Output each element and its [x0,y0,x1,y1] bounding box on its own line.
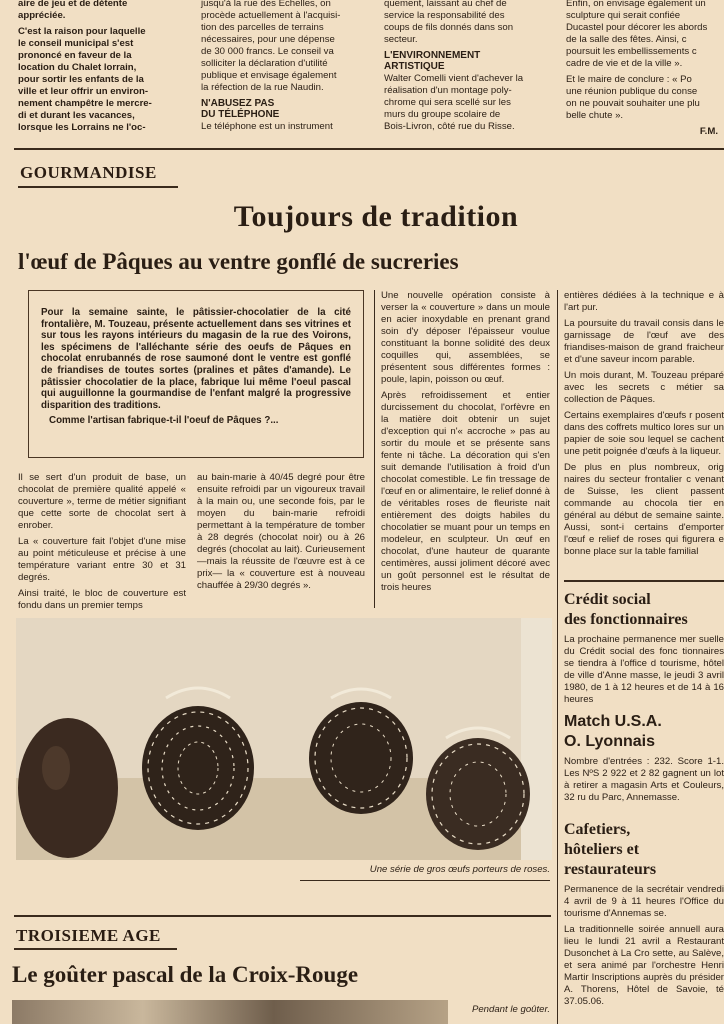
easter-eggs-illustration [16,618,552,860]
body-paragraph: Une nouvelle opération consiste à verser la « couverture » dans un moule en acier inoxydable en prenant grand soin d'y déposer l'épaisseur voulue constituant la bonne solidité des deux coquilles qui, assemblées, se présentent sous différentes formes : poule, lapin, poisson ou œuf. [381,290,550,385]
photo-caption: Une série de gros œufs porteurs de roses. [369,864,550,875]
body-paragraph: entières dédiées à la technique e à l'art pur. [564,290,724,313]
sidebar-brief-text: Nombre d'entrées : 232. Score 1-1. Les NºS 2 922 et 2 82 gagnent un lot à retirer a magasin Arts et Couleurs, 32 ru du Parc, Annemasse. [564,756,724,803]
column-divider [557,290,558,1024]
top-column-3 [384,0,554,137]
body-paragraph: au bain-marie à 40/45 degré pour être ensuite refroidi par un vigoureux travail à la main ou, une seconde fois, par le moyen du bain-marie refroidi permettant à la température de tomber à 28 degrés (chocolat noir) ou à 26 degrés (chocolat au lait). Curieusement —mais la réussite de l'œuvre est à ce prix— la « couverture est à nouveau chauffée à 29/30 degrés ». [197,472,365,591]
body-paragraph: Certains exemplaires d'œufs r posent dans des coffrets multico lores sur un papier de soie sou lequel se cachent une petit poignée d'œufs à la liqueur. [564,410,724,457]
caption-rule [300,880,550,881]
photo-caption-2: Pendant le goûter. [471,1004,550,1015]
sidebar-brief-text: La traditionnelle soirée annuell aura lieu le lundi 21 avril a Restaurant Dusonchet à La Cro sette, au Salève, et sera animé par l'orchestre Henri Martir Inscriptions auprès du présider A. Thorens, Hôtel de Savoie, té 37.05.06. [564,924,724,1007]
easter-eggs-photo [16,618,552,860]
body-paragraph: Il se sert d'un produit de base, un chocolat de première qualité appelé « couverture », terme de métier signifiant que cette sorte de chocolat sert à enrober. [18,472,186,531]
body-paragraph: Un mois durant, M. Touzeau préparé avec les secrets c métier sa collection de Pâques. [564,370,724,405]
top-paragraph: jusqu'à la rue des Echelles, on procède actuellement à l'acquisi- tion des parcelles de terrains nécessaires, pour une dépense de 30 000 francs. Le conseil va solliciter la déclaration d'utilité publique et envisage également la réfection de la rue Naudin. [201,0,341,93]
headline-2: Le goûter pascal de la Croix-Rouge [12,962,359,987]
body-column-4 [564,290,724,578]
top-paragraph: quement, laissant au chef de service la responsabilité des coups de fils donnés dans son secteur. [384,0,514,45]
top-column-4 [566,0,724,142]
top-paragraph: Enfin, on envisage également un sculpture qui serait confiée Ducastel pour décorer les abords de la salle des fêtes. Ainsi, c poursuit les embellissements c cadre de vie et de la ville ». [566,0,708,69]
top-paragraph: Walter Comelli vient d'achever la réalisation d'un montage poly- chrome qui sera scellé sur les murs du groupe scolaire de Bois-Livron, côté rue du Risse. [384,73,524,132]
top-subhead: L'ENVIRONNEMENT ARTISTIQUE [384,50,481,72]
top-paragraph: aire de jeu et de détente appréciée. [18,0,128,21]
sidebar-top-rule [564,580,724,582]
body-column-2 [197,472,365,596]
section-label-troisieme-age: TROISIEME AGE [16,926,161,945]
subheadline: l'œuf de Pâques au ventre gonflé de sucreries [18,249,459,274]
sidebar-brief-title: Cafetiers, hôteliers et restaurateurs [564,821,657,878]
sidebar-brief-text: Permanence de la secrétair vendredi 4 avril de 9 à 11 heures l'Office du tourisme d'Annemas se. [564,884,724,919]
body-column-3 [381,290,550,598]
section-label-underline [14,948,177,950]
section-label-underline [18,186,178,188]
body-paragraph: Après refroidissement et entier durcissement du chocolat, l'orfèvre en la matière doit obtenir un sujet d'exception qui n'« accroche » pas au sortir du moule et se présente sans fente ni tâche. La décoration qui s'en suit demande l'utilisation à froid d'un chocolat comestible. Le fin tressage de l'œuf en or alimentaire, le relief donné à de véritables roses de fleuriste nait entièrement des doigts habiles du chocolatier se muant pour un temps en modeleur, en sculpteur. Un œuf en chocolat, d'une hauteur de quarante centimères, aussi joliment décoré avec un goût personnel est le résultat de trois heures [381,390,550,593]
body-paragraph: La poursuite du travail consis dans le garnissage de l'œuf ave des friandises-maison de grand fraicheur et d'une saveur incom parable. [564,318,724,365]
top-divider [14,148,724,150]
sidebar-brief-cafetiers [564,820,724,1024]
column-divider [374,290,375,608]
top-subhead: N'ABUSEZ PAS DU TÉLÉPHONE [201,98,280,120]
body-column-1 [18,472,186,616]
intro-box [28,290,364,458]
sidebar-brief-title: Crédit social des fonctionnaires [564,591,688,628]
sidebar-brief-title: Match U.S.A. O. Lyonnais [564,713,662,750]
top-column-1 [18,0,188,138]
top-paragraph: C'est la raison pour laquelle le conseil municipal s'est prononcé en faveur de la location du Chalet lorrain, pour sortir les enfants de la ville et leur offrir un environ- nement champêtre le mercre- di et durant les vacances, lorsque les Lorrains ne l'oc- [18,26,152,133]
sidebar-brief-text: La prochaine permanence mer suelle du Crédit social des fonc tionnaires se tiendra à l'office d tourisme, hôtel de ville d'Anne masse, le jeudi 3 avril 1980, de 1 à 12 heures et de 14 à 16 heures [564,634,724,705]
section-divider [14,915,551,917]
body-paragraph: De plus en plus nombreux, orig naires du secteur frontalier c venant de Suisse, les client passent commande au chocola tier en général au début de semaine sainte. Aussi, sont-i certains d'emporter l'œuf e relief de roses qui figurera e bonne place sur la table familial [564,462,724,557]
body-paragraph: Ainsi traité, le bloc de couverture est fondu dans un premier temps [18,588,186,611]
headline: Toujours de tradition [233,200,519,233]
intro-question: Comme l'artisan fabrique-t-il l'oeuf de Pâques ?... [49,415,279,427]
section-label-gourmandise: GOURMANDISE [20,163,157,182]
intro-paragraph: Pour la semaine sainte, le pâtissier-chocolatier de la cité frontalière, M. Touzeau, présente actuellement dans ses vitrines et sur tous les rayons intérieurs du magasin de la rue des Voirons, les spécimens de l'alléchante série des oeufs de Pâques en chocolat enrubannés de rose saumoné dont le ventre est gonflé de friandises de toutes sortes (pralines et pâtes d'amande). Le pâtissier chocolatier de la place, fabrique lui même l'oeul pascal qui auguillonne la gourmandise de l'enfant malgré la progressive disparition des traditions. [41,307,351,411]
byline: F.M. [699,126,718,137]
sidebar-brief-credit-social [564,590,724,710]
body-paragraph: La « couverture fait l'objet d'une mise au point méticuleuse et précise à une température variant entre 30 et 31 degrés. [18,536,186,583]
sidebar-brief-match [564,712,724,808]
top-paragraph: Et le maire de conclure : « Po une réunion publique du conse on ne pouvait souhaiter une plu belle chute ». [566,74,700,121]
top-column-2 [201,0,371,137]
top-paragraph: Le téléphone est un instrument [201,121,333,132]
goûter-photo [12,1000,448,1024]
